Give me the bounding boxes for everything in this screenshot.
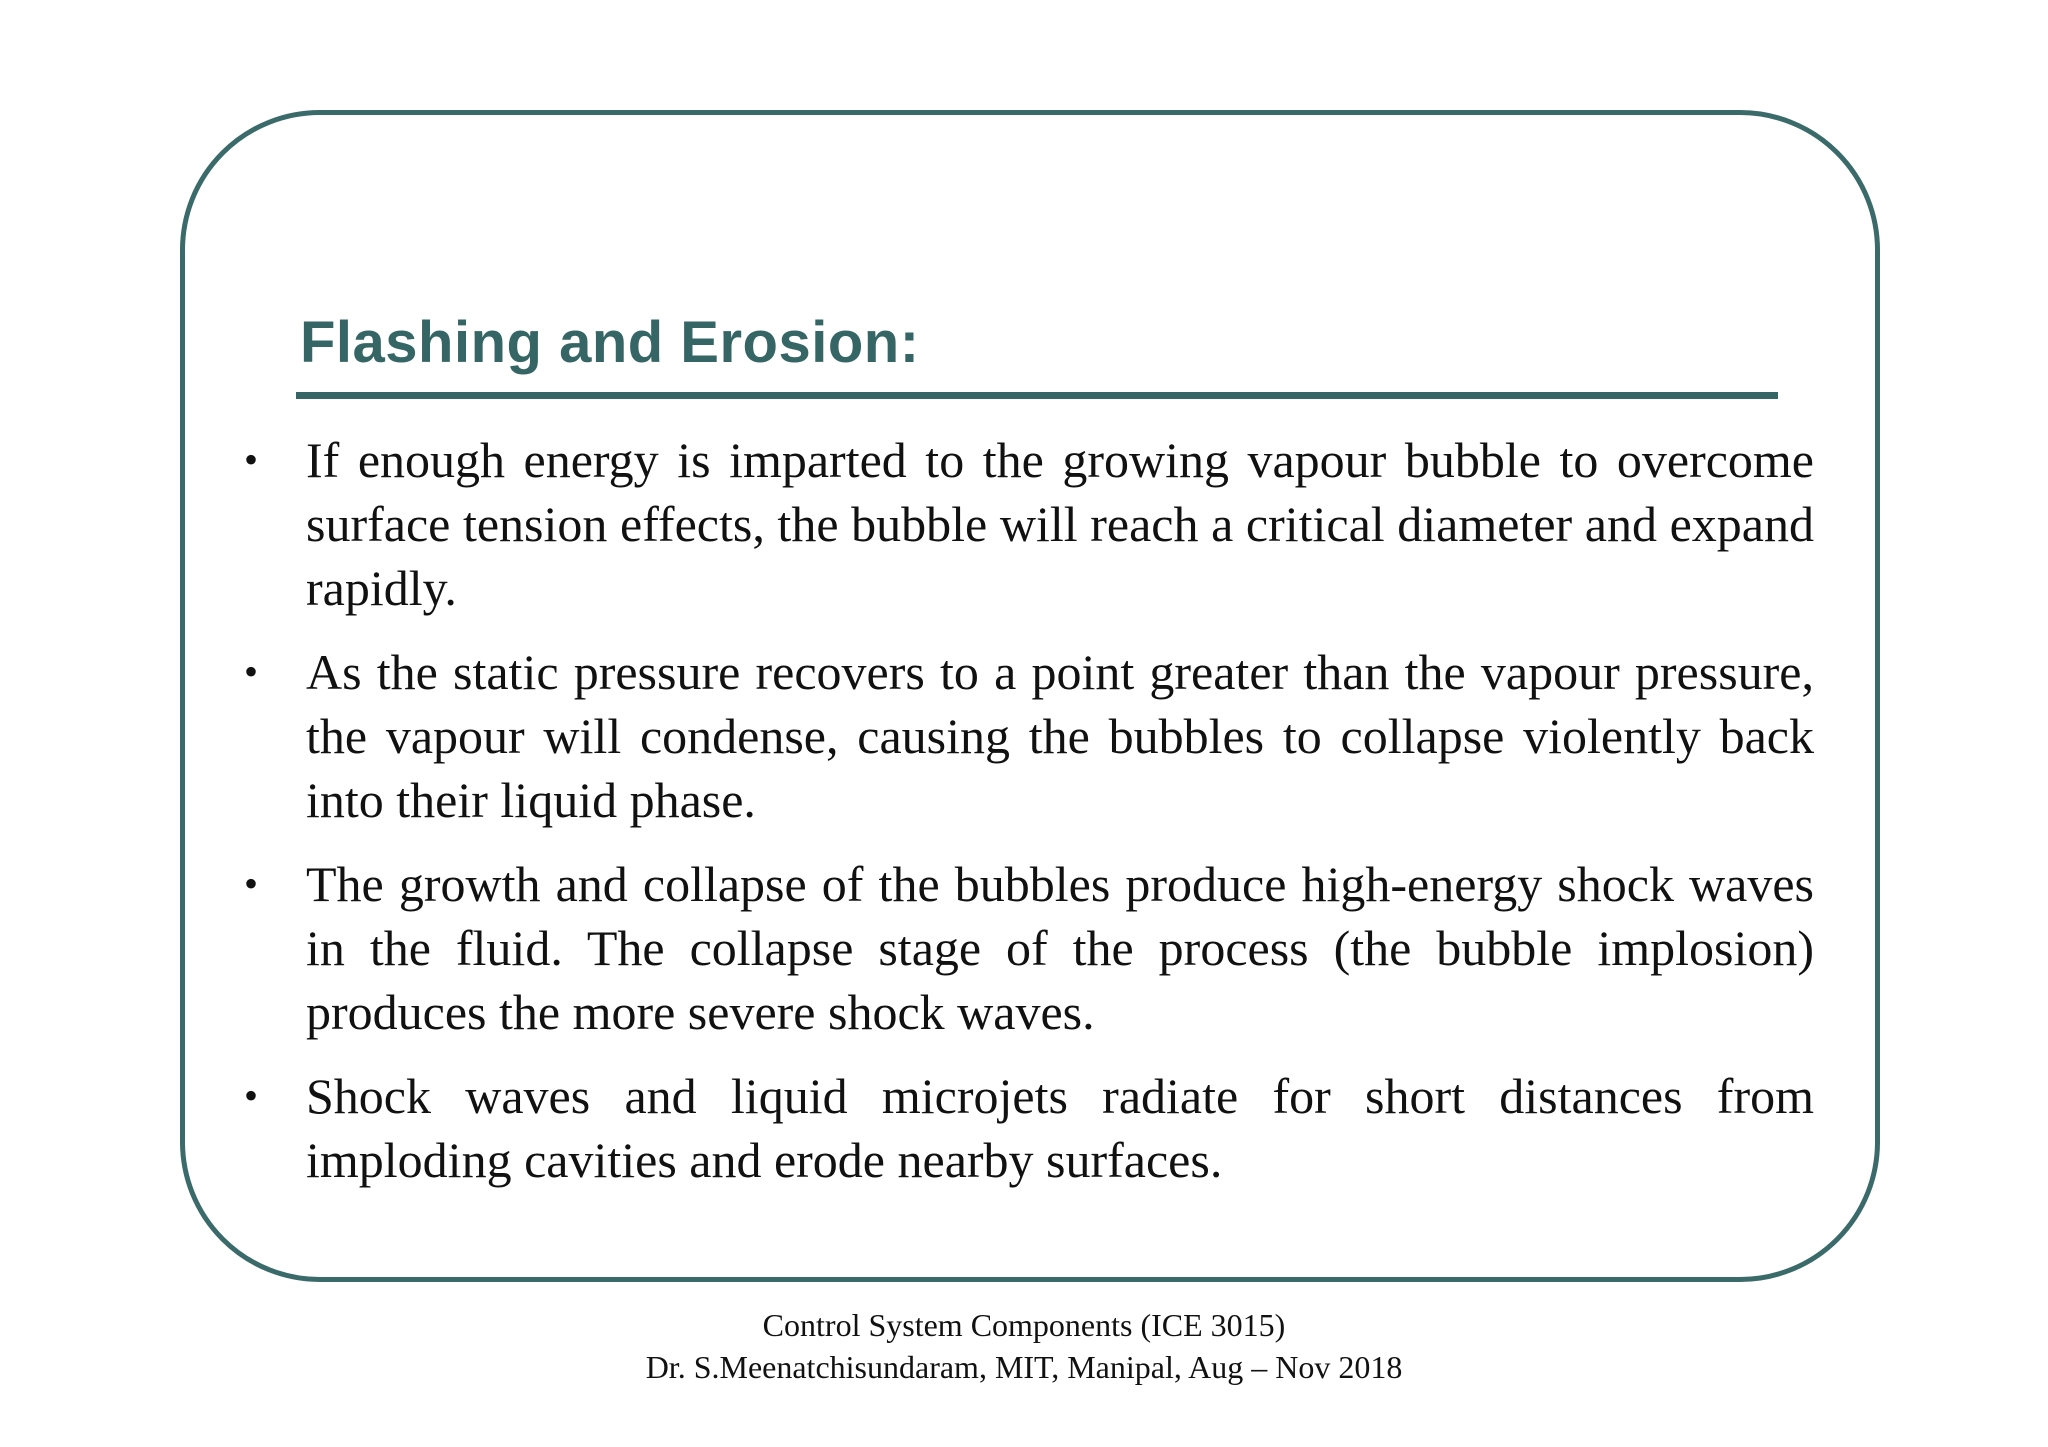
bullet-list: [236, 428, 1814, 1212]
bullet-text: Shock waves and liquid microjets radiate for short distances from imploding cavities and erode nearby surfaces.: [306, 1068, 1814, 1188]
footer-author: Dr. S.Meenatchisundaram, MIT, Manipal, Aug – Nov 2018: [645, 1349, 1403, 1385]
bullet-dot-icon: •: [243, 437, 258, 482]
bullet-item: [236, 640, 1814, 832]
bullet-text: As the static pressure recovers to a point greater than the vapour pressure, the vapour will condense, causing the bubbles to collapse violently back into their liquid phase.: [306, 644, 1814, 828]
bullet-dot-icon: •: [243, 861, 258, 906]
bullet-dot-icon: •: [243, 1073, 258, 1118]
bullet-item: [236, 1064, 1814, 1192]
bullet-dot-icon: •: [243, 649, 258, 694]
title-underline-divider: [296, 392, 1778, 399]
bullet-text: The growth and collapse of the bubbles produce high-energy shock waves in the fluid. The collapse stage of the process (the bubble implosion) produces the more severe shock waves.: [306, 856, 1814, 1040]
bullet-text: If enough energy is imparted to the growing vapour bubble to overcome surface tension effects, the bubble will reach a critical diameter and expand rapidly.: [306, 432, 1814, 616]
bullet-item: [236, 852, 1814, 1044]
slide-title: Flashing and Erosion:: [300, 310, 920, 375]
footer-course: Control System Components (ICE 3015): [762, 1307, 1286, 1343]
bullet-item: [236, 428, 1814, 620]
